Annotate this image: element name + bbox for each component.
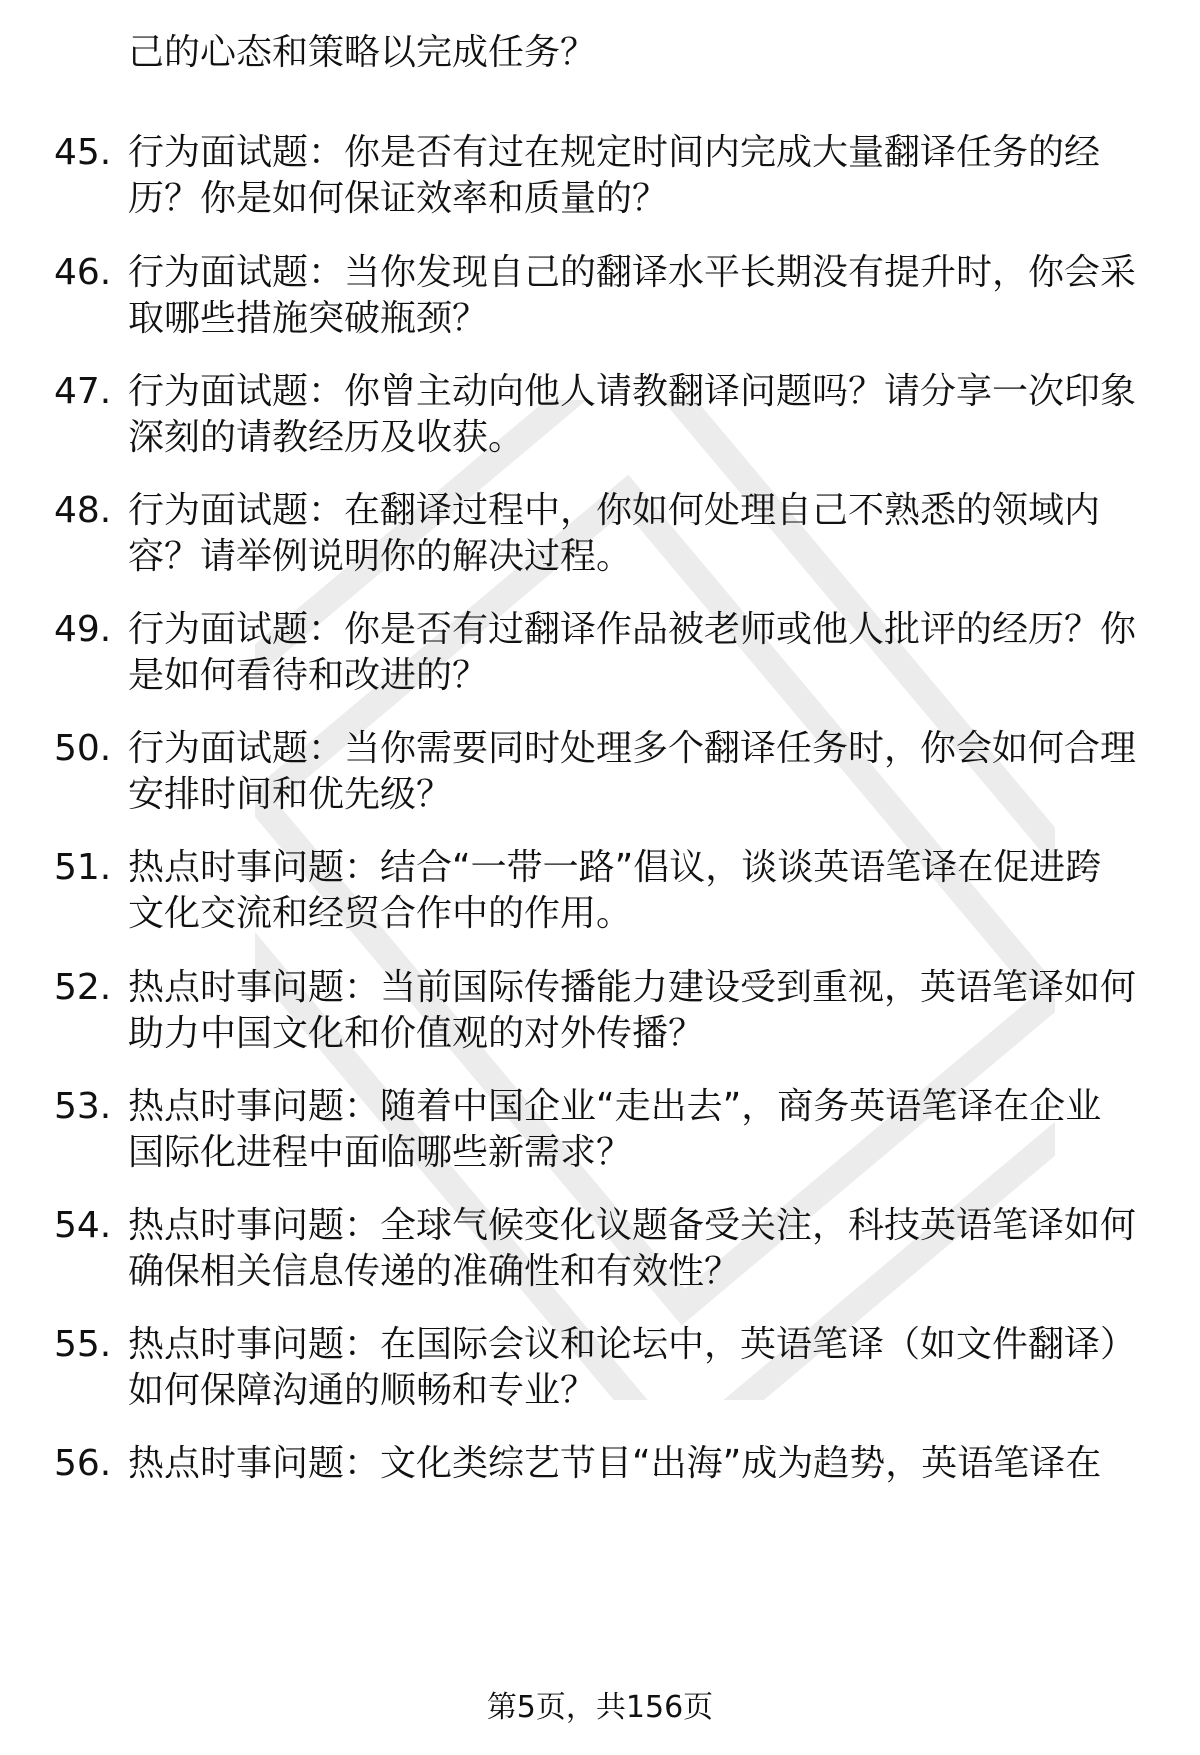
question-text: 行为面试题：在翻译过程中，你如何处理自己不熟悉的领域内 容？请举例说明你的解决过程。: [128, 490, 1101, 577]
question-number: 53.: [54, 1086, 112, 1127]
question-text: 热点时事问题：随着中国企业“走出去”，商务英语笔译在企业 国际化进程中面临哪些新需求？: [128, 1086, 1102, 1173]
question-text: 热点时事问题：当前国际传播能力建设受到重视，英语笔译如何 助力中国文化和价值观的对外传播？: [128, 967, 1137, 1054]
question-number: 52.: [54, 967, 112, 1008]
continued-question-text: 己的心态和策略以完成任务？: [128, 32, 597, 73]
question-number: 49.: [54, 609, 112, 650]
question-text: 行为面试题：你是否有过在规定时间内完成大量翻译任务的经 历？你是如何保证效率和质量的？: [128, 132, 1101, 219]
question-text: 行为面试题：你曾主动向他人请教翻译问题吗？请分享一次印象 深刻的请教经历及收获。: [128, 371, 1137, 458]
question-text: 热点时事问题：在国际会议和论坛中，英语笔译（如文件翻译） 如何保障沟通的顺畅和专业？: [128, 1324, 1137, 1411]
question-text: 热点时事问题：结合“一带一路”倡议，谈谈英语笔译在促进跨 文化交流和经贸合作中的作用。: [128, 847, 1102, 934]
question-number: 47.: [54, 371, 112, 412]
question-text: 行为面试题：当你发现自己的翻译水平长期没有提升时，你会采 取哪些措施突破瓶颈？: [128, 252, 1137, 339]
page-footer: 第5页，共156页: [486, 1690, 714, 1725]
question-text: 行为面试题：你是否有过翻译作品被老师或他人批评的经历？你 是如何看待和改进的？: [128, 609, 1137, 696]
question-number: 46.: [54, 252, 112, 293]
question-number: 45.: [54, 132, 112, 173]
question-number: 55.: [54, 1324, 112, 1365]
question-number: 56.: [54, 1443, 112, 1484]
question-text: 行为面试题：当你需要同时处理多个翻译任务时，你会如何合理 安排时间和优先级？: [128, 728, 1137, 815]
question-text: 热点时事问题：全球气候变化议题备受关注，科技英语笔译如何 确保相关信息传递的准确性和有效性？: [128, 1205, 1137, 1292]
question-text: 热点时事问题：文化类综艺节目“出海”成为趋势，英语笔译在: [128, 1443, 1102, 1484]
question-number: 50.: [54, 728, 112, 769]
question-number: 48.: [54, 490, 112, 531]
question-number: 54.: [54, 1205, 112, 1246]
question-number: 51.: [54, 847, 112, 888]
